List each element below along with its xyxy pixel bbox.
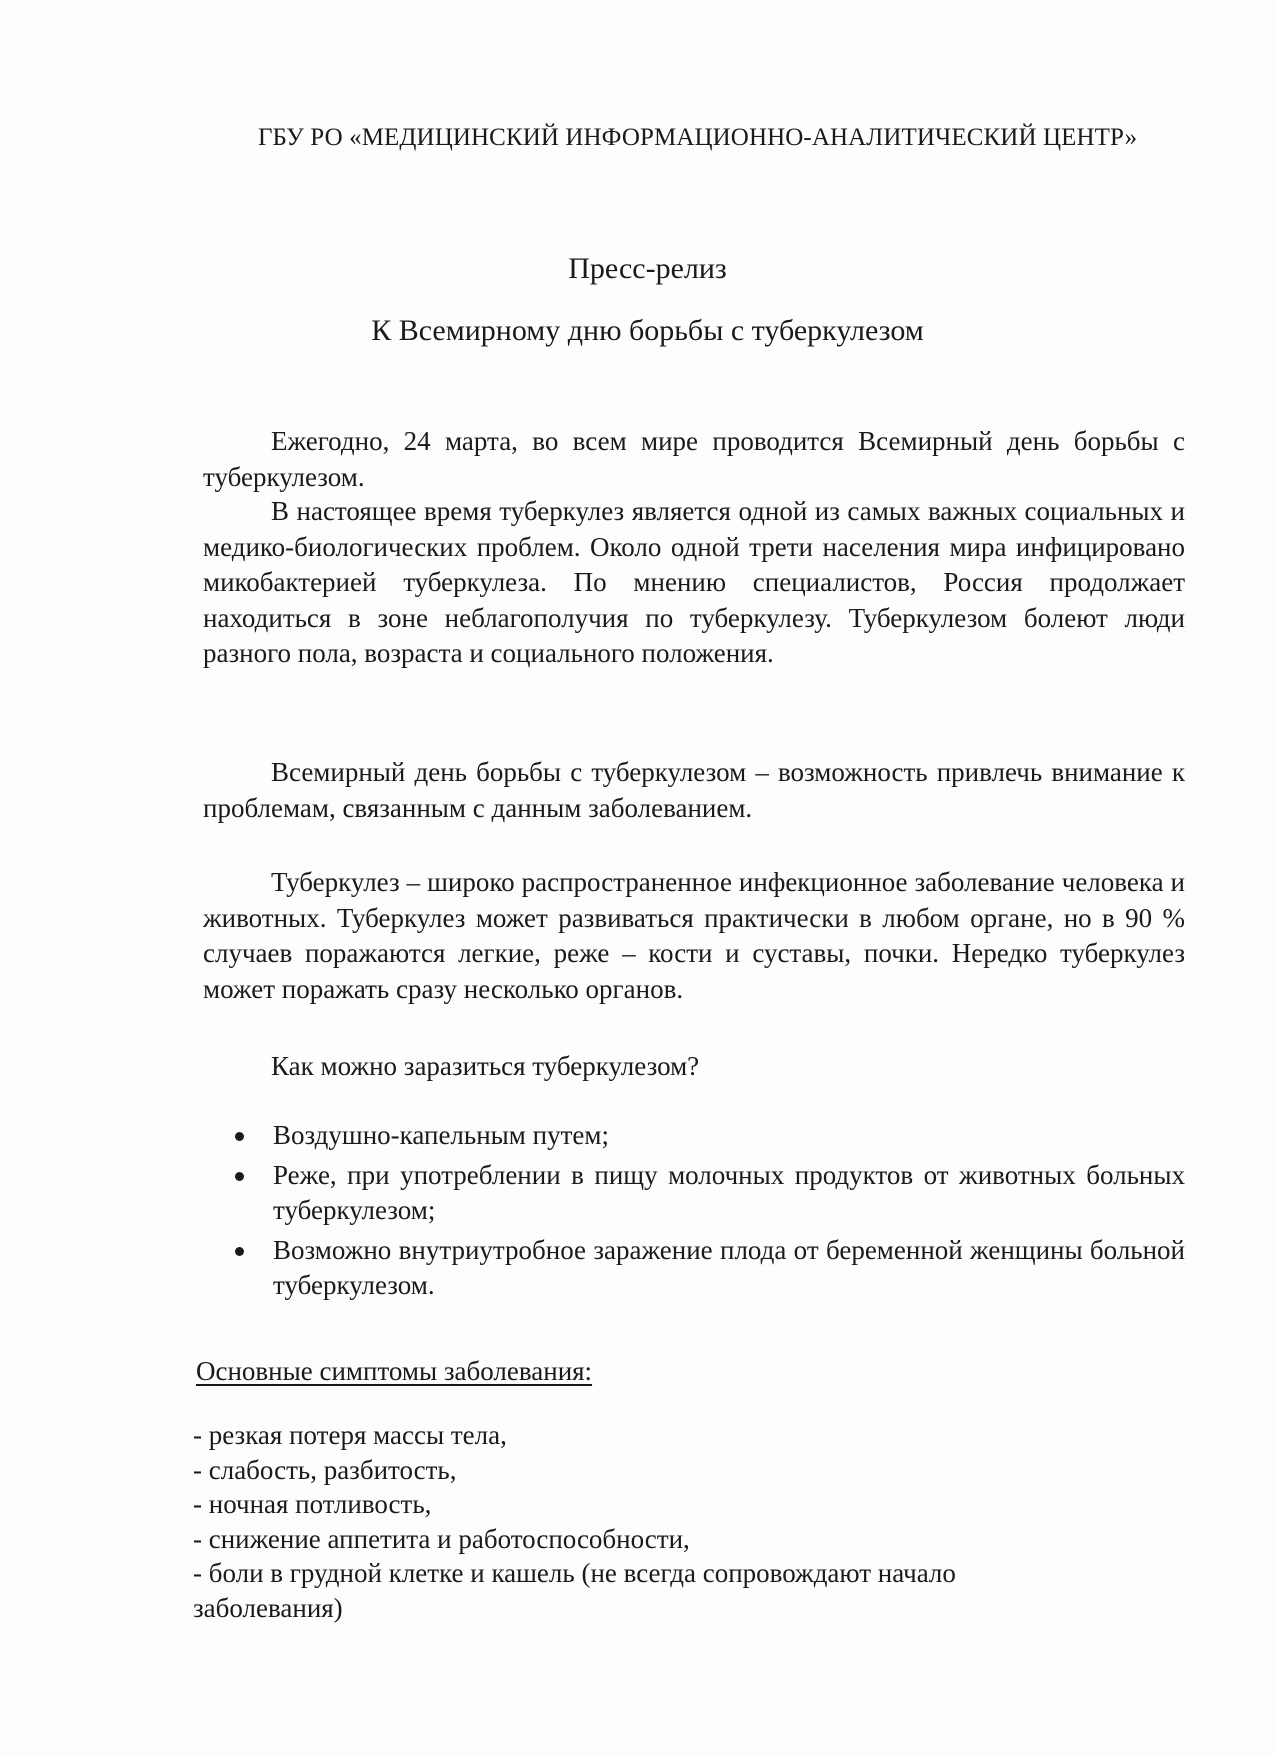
paragraph-importance: В настоящее время туберкулез является одной из самых важных социальных и медико-биологических проблем. Около одной трети населения мира инфицировано микобактерией туберкулеза. По мнению специалистов, Россия продолжает находиться в зоне неблагополучия по туберкулезу. Туберкулезом болеют люди разного пола, возраста и социального положения. — [203, 496, 1185, 668]
infection-question: Как можно заразиться туберкулезом? — [271, 1051, 700, 1081]
paragraph-world-day: Всемирный день борьбы с туберкулезом – возможность привлечь внимание к проблемам, связанным с данным заболеванием. — [203, 757, 1185, 823]
list-item — [231, 1118, 1185, 1154]
list-item — [231, 1233, 1185, 1304]
symptom-item: - резкая потеря массы тела, — [193, 1420, 507, 1450]
document-title: Пресс-релиз — [568, 252, 727, 285]
bullet-icon — [235, 1247, 244, 1256]
document-subtitle: К Всемирному дню борьбы с туберкулезом — [371, 314, 924, 347]
paragraph-intro: Ежегодно, 24 марта, во всем мире проводится Всемирный день борьбы с туберкулезом. — [203, 426, 1185, 492]
infection-ways-list — [231, 1118, 1185, 1308]
list-item-text: Реже, при употреблении в пищу молочных продуктов от животных больных туберкулезом; — [273, 1159, 1185, 1225]
symptom-item: - слабость, разбитость, — [193, 1454, 457, 1485]
symptoms-heading: Основные симптомы заболевания: — [196, 1356, 593, 1386]
list-item-text: Воздушно-капельным путем; — [273, 1120, 609, 1150]
symptom-item: - ночная потливость, — [193, 1489, 432, 1519]
symptom-item: - снижение аппетита и работоспособности, — [193, 1523, 690, 1554]
bullet-icon — [235, 1132, 244, 1141]
symptom-item: - боли в грудной клетке и кашель (не всегда сопровождают начало заболевания) — [193, 1558, 956, 1623]
list-item — [231, 1158, 1185, 1229]
organization-header: ГБУ РО «МЕДИЦИНСКИЙ ИНФОРМАЦИОННО-АНАЛИТИЧЕСКИЙ ЦЕНТР» — [258, 124, 1138, 151]
list-item-text: Возможно внутриутробное заражение плода от беременной женщины больной туберкулезом. — [273, 1234, 1185, 1300]
symptoms-list — [193, 1418, 1093, 1625]
bullet-icon — [235, 1172, 244, 1181]
paragraph-disease: Туберкулез – широко распространенное инфекционное заболевание человека и животных. Туберкулез может развиваться практически в любом органе, но в 90 % случаев поражаются легкие, реже – кости и суставы, почки. Нередко туберкулез может поражать сразу несколько органов. — [203, 867, 1185, 1004]
